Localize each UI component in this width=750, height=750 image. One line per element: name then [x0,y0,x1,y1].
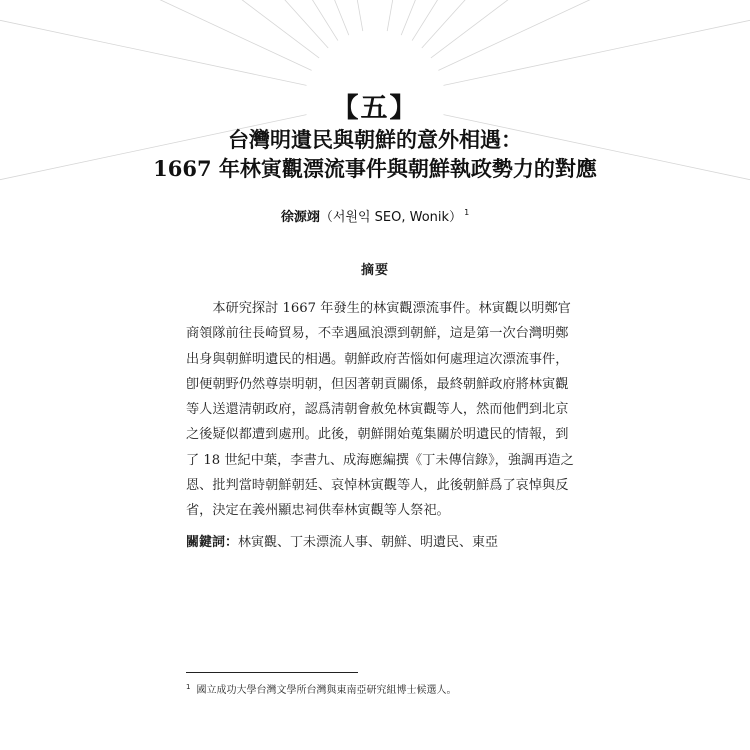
abstract-line: 商領隊前往長崎貿易，不幸遇風浪漂到朝鮮，這是第一次台灣明鄭 [186,326,569,342]
abstract-line: 之後疑似都遭到處刑。此後，朝鮮開始蒐集關於明遺民的情報，到 [186,427,569,443]
abstract-line: 出身與朝鮮明遺民的相遇。朝鮮政府苦惱如何處理這次漂流事件， [186,351,569,367]
abstract-line: 等人送還淸朝政府，認爲淸朝會赦免林寅觀等人，然而他們到北京 [186,402,569,418]
abstract-line: 卽便朝野仍然尊崇明朝，但因著朝貢關係，最終朝鮮政府將林寅觀 [186,376,569,392]
decorative-ray [412,0,597,41]
abstract-body [186,296,586,524]
abstract-heading: 摘要 [360,263,389,278]
chapter-title-line-1: 台灣明遺民與朝鮮的意外相遇： [228,127,522,152]
footnote-mark: 1 [186,683,191,691]
chapter-title-line-2: 1667 年林寅觀漂流事件與朝鮮執政勢力的對應 [153,156,597,181]
decorative-ray [444,13,750,86]
keywords-text: 林寅觀、丁未漂流人事、朝鮮、明遺民、東亞 [238,535,499,550]
decorative-ray [387,0,448,31]
footnote [186,681,456,696]
decorative-ray [438,0,750,70]
author-name: 徐源翊 [280,210,320,225]
author-romanized: （서원익 SEO, Wonik） [319,210,463,225]
decorative-ray [0,0,312,70]
abstract-line: 本研究探討 1667 年發生的林寅觀漂流事件。林寅觀以明鄭官 [186,301,571,316]
keywords [186,531,498,550]
footnote-text: 國立成功大學台灣文學所台灣與東南亞研究組博士候選人。 [196,685,457,696]
author-footnote-mark: 1 [464,208,470,217]
decorative-ray [94,0,328,48]
decorative-ray [302,0,363,31]
decorative-ray [401,0,532,35]
author-line [0,206,750,225]
decorative-ray [152,0,338,41]
footnote-divider [186,672,358,673]
decorative-ray [422,0,656,48]
abstract-line: 省，決定在義州顯忠祠供奉林寅觀等人祭祀。 [186,503,450,519]
decorative-ray [0,13,306,86]
decorative-ray [218,0,349,35]
abstract-line: 恩、批判當時朝鮮朝廷、哀悼林寅觀等人，此後朝鮮爲了哀悼與反 [186,478,569,494]
chapter-number: 【五】 [331,93,419,124]
abstract-line: 了 18 世紀中葉，李書九、成海應編撰《丁未傳信錄》，強調再造之 [186,452,574,468]
keywords-label: 關鍵詞： [186,535,239,550]
